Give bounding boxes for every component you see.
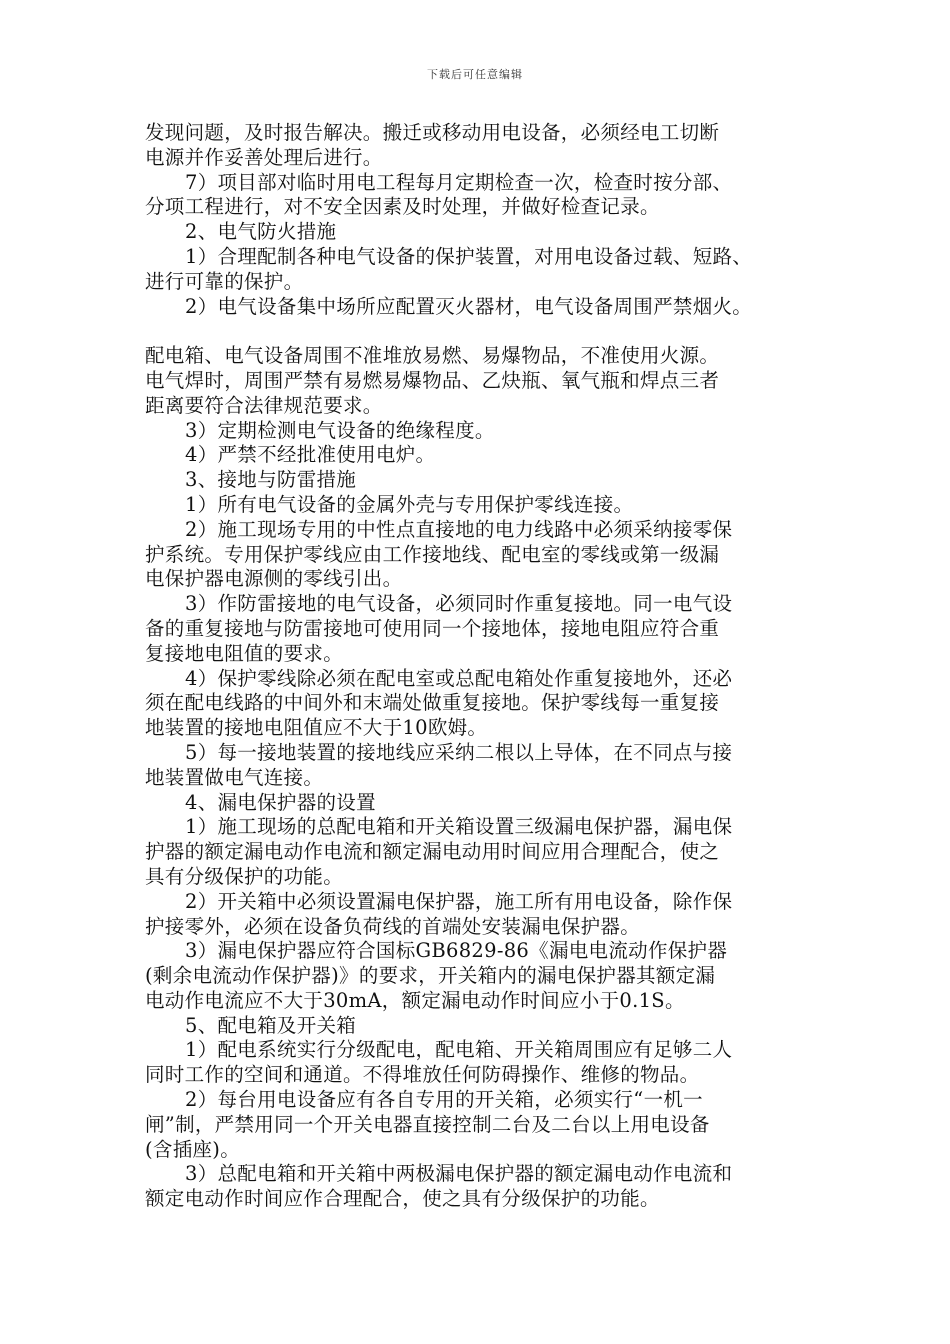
text-line: 备的重复接地与防雷接地可使用同一个接地体，接地电阻应符合重 (145, 616, 720, 640)
text-line: 3）定期检测电气设备的绝缘程度。 (185, 418, 495, 442)
text-line: 进行可靠的保护。 (145, 269, 304, 293)
text-line: 电保护器电源侧的零线引出。 (145, 567, 403, 591)
text-line: 1）合理配制各种电气设备的保护装置，对用电设备过载、短路、 (185, 244, 753, 268)
text-line: 闸”制，严禁用同一个开关电器直接控制二台及二台以上用电设备 (145, 1112, 710, 1136)
text-line: 3、接地与防雷措施 (185, 468, 357, 492)
text-line: 2）每台用电设备应有各自专用的开关箱，必须实行“一机一 (185, 1088, 703, 1112)
text-line: 2、电气防火措施 (185, 220, 337, 244)
text-line: 护系统。专用保护零线应由工作接地线、配电室的零线或第一级漏 (145, 542, 720, 566)
text-line: (含插座)。 (145, 1137, 241, 1161)
text-line: 复接地电阻值的要求。 (145, 641, 344, 665)
text-line: 2）开关箱中必须设置漏电保护器，施工所有用电设备，除作保 (185, 889, 733, 913)
text-line: 3）作防雷接地的电气设备，必须同时作重复接地。同一电气设 (185, 592, 733, 616)
text-line: 3）总配电箱和开关箱中两极漏电保护器的额定漏电动作电流和 (185, 1162, 733, 1186)
text-line: 额定电动作时间应作合理配合，使之具有分级保护的功能。 (145, 1187, 660, 1211)
text-line: 1）施工现场的总配电箱和开关箱设置三级漏电保护器，漏电保 (185, 815, 733, 839)
text-line: 电源并作妥善处理后进行。 (145, 145, 383, 169)
text-line: 配电箱、电气设备周围不准堆放易燃、易爆物品，不准使用火源。 (145, 344, 720, 368)
text-line: 具有分级保护的功能。 (145, 864, 344, 888)
text-line: 2）电气设备集中场所应配置灭火器材，电气设备周围严禁烟火。 (185, 294, 753, 318)
text-line: 地装置做电气连接。 (145, 765, 324, 789)
text-line: 4、漏电保护器的设置 (185, 790, 376, 814)
page-header: 下载后可任意编辑 (427, 68, 523, 81)
text-line: 5）每一接地装置的接地线应采纳二根以上导体，在不同点与接 (185, 740, 733, 764)
text-line: 1）所有电气设备的金属外壳与专用保护零线连接。 (185, 492, 634, 516)
text-line: 4）严禁不经批准使用电炉。 (185, 443, 436, 467)
text-line: 分项工程进行，对不安全因素及时处理，并做好检查记录。 (145, 195, 660, 219)
text-line: 7）项目部对临时用电工程每月定期检查一次，检查时按分部、 (185, 170, 733, 194)
document-body (145, 121, 815, 1212)
text-line: 2）施工现场专用的中性点直接地的电力线路中必须采纳接零保 (185, 517, 733, 541)
text-line: 同时工作的空间和通道。不得堆放任何防碍操作、维修的物品。 (145, 1063, 700, 1087)
text-line: 护接零外，必须在设备负荷线的首端处安装漏电保护器。 (145, 914, 641, 938)
text-line: (剩余电流动作保护器)》的要求，开关箱内的漏电保护器其额定漏 (145, 964, 716, 988)
text-line: 距离要符合法律规范要求。 (145, 393, 383, 417)
text-line: 1）配电系统实行分级配电，配电箱、开关箱周围应有足够二人 (185, 1038, 733, 1062)
text-line: 发现问题，及时报告解决。搬迁或移动用电设备，必须经电工切断 (145, 121, 720, 144)
text-line: 电气焊时，周围严禁有易燃易爆物品、乙炔瓶、氧气瓶和焊点三者 (145, 368, 720, 392)
text-line: 5、配电箱及开关箱 (185, 1013, 357, 1037)
blank-line (145, 319, 815, 344)
text-line: 护器的额定漏电动作电流和额定漏电动用时间应用合理配合，使之 (145, 840, 720, 864)
text-line: 须在配电线路的中间外和末端处做重复接地。保护零线每一重复接 (145, 691, 720, 715)
text-line: 地装置的接地电阻值应不大于10欧姆。 (145, 716, 488, 740)
text-line: 电动作电流应不大于30mA，额定漏电动作时间应小于0.1S。 (145, 988, 685, 1012)
text-line: 3）漏电保护器应符合国标GB6829-86《漏电电流动作保护器 (185, 939, 728, 963)
text-line: 4）保护零线除必须在配电室或总配电箱处作重复接地外，还必 (185, 666, 733, 690)
